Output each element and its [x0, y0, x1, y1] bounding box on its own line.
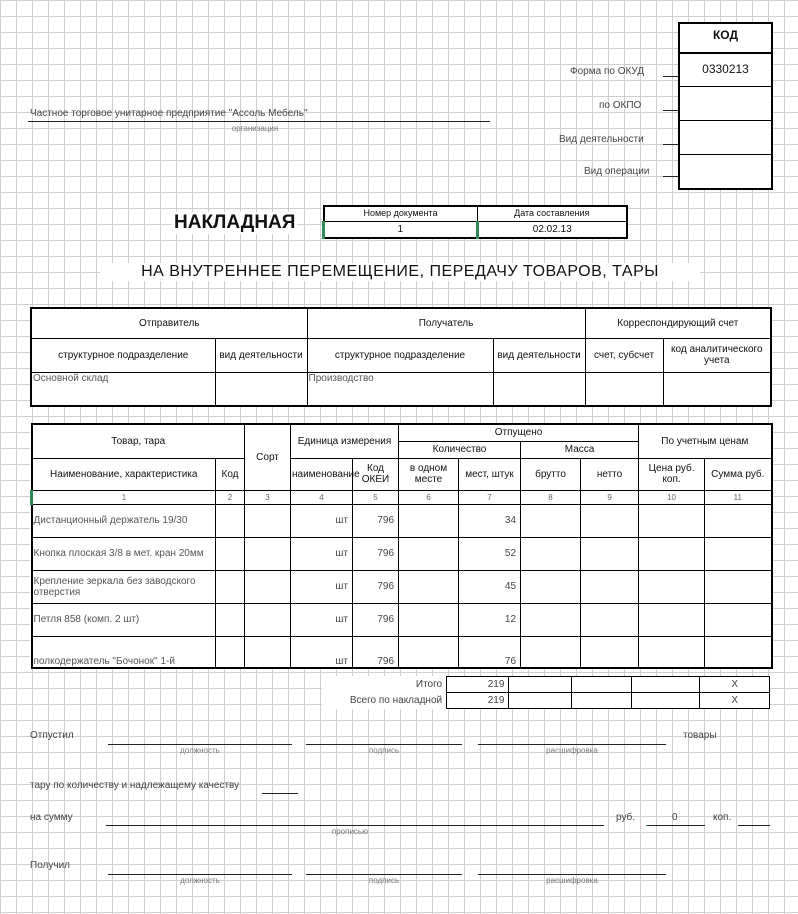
- doc-number-value: 1: [324, 221, 478, 238]
- receiver-header: Получатель: [307, 308, 585, 338]
- operation-label: Вид операции: [584, 166, 650, 177]
- net-header: нетто: [581, 458, 639, 490]
- words-caption: прописью: [331, 827, 369, 836]
- unit-name-header: наименование: [291, 458, 353, 490]
- item-unit: шт: [291, 603, 353, 636]
- account-label: счет, субсчет: [585, 338, 663, 372]
- col-num: 1: [32, 490, 216, 504]
- table-row: [32, 504, 772, 537]
- total-sum: Х: [700, 677, 770, 693]
- parties-table: [30, 307, 772, 407]
- corr-account-header: Корреспондирующий счет: [585, 308, 771, 338]
- col-num: 2: [216, 490, 245, 504]
- col-num: 7: [459, 490, 521, 504]
- receiver-dept-value: Производство: [307, 372, 493, 406]
- item-places: 34: [459, 504, 521, 537]
- table-row: [32, 570, 772, 603]
- doc-number-label: Номер документа: [324, 206, 478, 221]
- doc-number-table: [322, 205, 628, 239]
- organization-name: Частное торговое унитарное предприятие "Ассоль Мебель": [30, 108, 308, 119]
- item-places: 52: [459, 537, 521, 570]
- item-okei: 796: [353, 636, 399, 668]
- okpo-label: по ОКПО: [599, 100, 642, 111]
- per-place-header: в одном месте: [399, 458, 459, 490]
- released-pos-caption: должность: [180, 746, 220, 755]
- grand-total-sum: Х: [700, 693, 770, 709]
- sender-dept-value: Основной склад: [31, 372, 215, 406]
- item-name: Кнопка плоская 3/8 в мет. кран 20мм: [32, 537, 216, 570]
- unit-code-header: Код ОКЕИ: [353, 458, 399, 490]
- item-places: 45: [459, 570, 521, 603]
- receiver-activity-label: вид деятельности: [493, 338, 585, 372]
- doc-date-label: Дата составления: [477, 206, 627, 221]
- col-num: 8: [521, 490, 581, 504]
- code-col-header: Код: [216, 458, 245, 490]
- activity-label: Вид деятельности: [559, 134, 644, 145]
- sum-label: на сумму: [30, 812, 73, 823]
- sum-rub-header: Сумма руб.: [705, 458, 772, 490]
- received-sign-caption: подпись: [368, 876, 400, 885]
- released-sign-caption: подпись: [368, 746, 400, 755]
- goods-header: Товар, тара: [32, 424, 245, 458]
- item-unit: шт: [291, 636, 353, 668]
- item-okei: 796: [353, 570, 399, 603]
- grand-total-label: Всего по накладной: [349, 695, 443, 706]
- goods-table: [30, 423, 773, 669]
- code-header: КОД: [712, 28, 739, 42]
- col-num: 9: [581, 490, 639, 504]
- item-okei: 796: [353, 504, 399, 537]
- price-rub-header: Цена руб. коп.: [639, 458, 705, 490]
- places-header: мест, штук: [459, 458, 521, 490]
- item-name: Петля 858 (комп. 2 шт): [32, 603, 216, 636]
- col-num: 3: [245, 490, 291, 504]
- doc-date-value: 02.02.13: [477, 221, 627, 238]
- table-row: [32, 603, 772, 636]
- sender-activity-label: вид деятельности: [215, 338, 307, 372]
- col-num: 5: [353, 490, 399, 504]
- receiver-dept-label: структурное подразделение: [307, 338, 493, 372]
- item-unit: шт: [291, 537, 353, 570]
- item-places: 76: [459, 636, 521, 668]
- analytic-label: код аналитического учета: [663, 338, 771, 372]
- document-title: НАКЛАДНАЯ: [174, 212, 296, 233]
- code-box: [678, 22, 773, 190]
- sender-header: Отправитель: [31, 308, 307, 338]
- item-unit: шт: [291, 504, 353, 537]
- quality-label: тару по количеству и надлежащему качеству: [30, 780, 240, 791]
- received-decode-caption: расшифровка: [546, 876, 598, 885]
- item-okei: 796: [353, 603, 399, 636]
- col-num: 4: [291, 490, 353, 504]
- gross-header: брутто: [521, 458, 581, 490]
- okud-value: 0330213: [702, 62, 749, 76]
- item-places: 12: [459, 603, 521, 636]
- sender-dept-label: структурное подразделение: [31, 338, 215, 372]
- rub-value: 0: [672, 812, 678, 823]
- released-header: Отпущено: [399, 424, 639, 441]
- table-row: [32, 537, 772, 570]
- item-okei: 796: [353, 537, 399, 570]
- item-name: полкодержатель "Бочонок" 1-й: [32, 636, 216, 668]
- goods-word: товары: [683, 730, 717, 741]
- document-subtitle: НА ВНУТРЕННЕЕ ПЕРЕМЕЩЕНИЕ, ПЕРЕДАЧУ ТОВАРОВ, ТАРЫ: [100, 263, 700, 281]
- item-unit: шт: [291, 570, 353, 603]
- kop-label: коп.: [713, 812, 732, 823]
- unit-header: Единица измерения: [291, 424, 399, 458]
- sort-header: Сорт: [245, 424, 291, 490]
- price-header: По учетным ценам: [639, 424, 772, 458]
- qty-header: Количество: [399, 441, 521, 458]
- organization-caption: организация: [231, 124, 279, 133]
- totals-table: [322, 676, 770, 709]
- okud-label: Форма по ОКУД: [570, 66, 645, 77]
- received-pos-caption: должность: [180, 876, 220, 885]
- col-num: 11: [705, 490, 772, 504]
- grand-total-value: 219: [447, 693, 509, 709]
- item-name: Крепление зеркала без заводского отверстия: [32, 570, 216, 603]
- name-header: Наименование, характеристика: [32, 458, 216, 490]
- released-label: Отпустил: [30, 730, 74, 741]
- item-name: Дистанционный держатель 19/30: [32, 504, 216, 537]
- table-row: [32, 636, 772, 668]
- col-num: 10: [639, 490, 705, 504]
- rub-label: руб.: [616, 812, 636, 823]
- released-decode-caption: расшифровка: [546, 746, 598, 755]
- received-label: Получил: [30, 860, 70, 871]
- total-label: Итого: [415, 679, 443, 690]
- total-value: 219: [447, 677, 509, 693]
- col-num: 6: [399, 490, 459, 504]
- mass-header: Масса: [521, 441, 639, 458]
